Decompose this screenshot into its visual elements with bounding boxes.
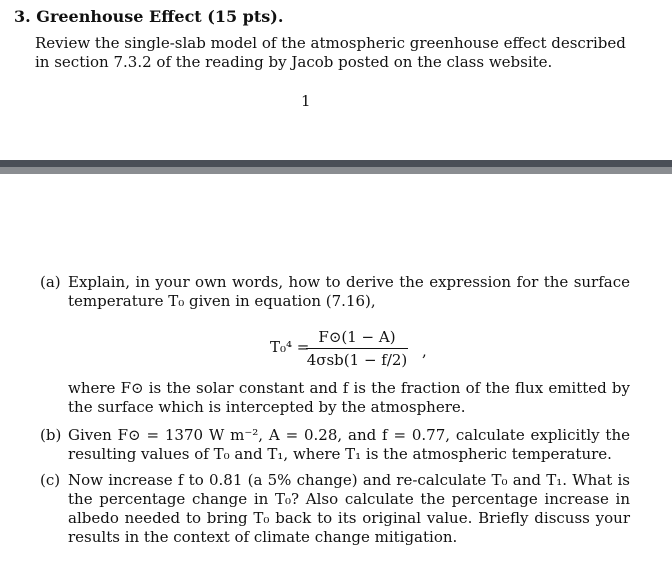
part-b-label: (b) — [40, 426, 62, 444]
equation-lhs: T₀⁴ = — [270, 338, 310, 356]
equation-denominator: 4σsb(1 − f/2) — [306, 351, 408, 369]
equation-comma: , — [422, 342, 427, 360]
part-c-text: Now increase f to 0.81 (a 5% change) and re-calculate T₀ and T₁. What is the percentage change in T₀? Also calculate the percentage increase in albedo needed to bring T₀ back to its original value. Briefly discuss your results in the context of climate change mitigation. — [68, 471, 630, 546]
problem-title: 3. Greenhouse Effect (15 pts). — [14, 7, 284, 26]
part-b — [40, 426, 630, 464]
part-c-label: (c) — [40, 471, 61, 489]
equation-7-16 — [0, 327, 672, 371]
problem-intro: Review the single-slab model of the atmospheric greenhouse effect described in section 7.3.2 of the reading by Jacob posted on the class website. — [35, 34, 626, 71]
part-b-text: Given F⊙ = 1370 W m⁻², A = 0.28, and f = 0.77, calculate explicitly the resulting values of T₀ and T₁, where T₁ is the atmospheric temperature. — [68, 426, 630, 463]
part-a — [40, 273, 630, 311]
part-a-label: (a) — [40, 273, 61, 291]
part-a-after: where F⊙ is the solar constant and f is the fraction of the flux emitted by the surface which is intercepted by the atmosphere. — [68, 379, 630, 416]
part-a-text: Explain, in your own words, how to derive the expression for the surface temperature T₀ given in equation (7.16), — [68, 273, 630, 310]
part-c — [40, 471, 630, 547]
fraction-bar — [306, 348, 408, 349]
page-break-band-light — [0, 167, 672, 174]
page-break-band-dark — [0, 160, 672, 167]
equation-fraction — [304, 327, 410, 370]
page-number: 1 — [301, 92, 311, 110]
equation-numerator: F⊙(1 − A) — [318, 328, 396, 346]
